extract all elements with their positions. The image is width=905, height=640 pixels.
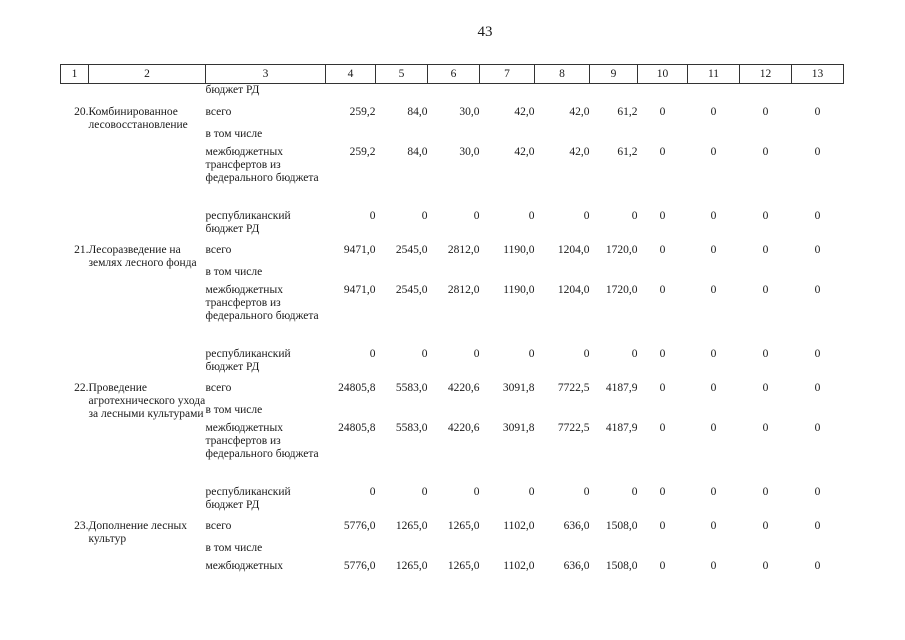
value-cell: 0 [710, 283, 717, 296]
source-label: бюджет РД [205, 84, 260, 96]
value-cell: 0 [631, 347, 638, 360]
source-label: межбюджетных трансфертов из федерального бюджета [205, 421, 319, 460]
value-cell: 0 [710, 209, 717, 222]
value-cell: 1102,0 [503, 519, 535, 532]
value-cell: 0 [659, 243, 666, 256]
value-cell: 0 [814, 145, 821, 158]
value-cell: 0 [762, 145, 769, 158]
value-cell: 0 [659, 559, 666, 572]
item-name: Лесоразведение на землях лесного фонда [88, 243, 197, 269]
value-cell: 0 [710, 243, 717, 256]
header-cell: 4 [326, 65, 376, 84]
value-cell: 5583,0 [395, 421, 428, 434]
value-cell: 0 [421, 347, 428, 360]
source-label: всего [205, 243, 232, 256]
value-cell: 24805,8 [338, 381, 376, 394]
value-cell: 0 [710, 421, 717, 434]
value-cell: 0 [659, 283, 666, 296]
value-cell: 30,0 [459, 145, 480, 158]
value-cell: 0 [814, 519, 821, 532]
source-label: в том числе [205, 265, 263, 278]
header-cell: 2 [89, 65, 206, 84]
value-cell: 0 [814, 381, 821, 394]
table-row [61, 84, 844, 106]
item-name: Дополнение лесных культур [88, 519, 187, 545]
value-cell: 0 [710, 559, 717, 572]
value-cell: 0 [528, 485, 535, 498]
value-cell: 42,0 [514, 105, 535, 118]
header-cell: 7 [480, 65, 535, 84]
table-row [61, 520, 844, 542]
value-cell: 0 [710, 347, 717, 360]
value-cell: 1265,0 [395, 519, 428, 532]
source-label: межбюджетных трансфертов из федерального бюджета [205, 283, 319, 322]
value-cell: 1720,0 [605, 243, 638, 256]
budget-table [60, 64, 844, 582]
source-label: республиканский бюджет РД [205, 209, 291, 235]
value-cell: 1720,0 [605, 283, 638, 296]
value-cell: 1204,0 [557, 243, 590, 256]
source-label: всего [205, 381, 232, 394]
item-index: 22. [74, 381, 89, 394]
value-cell: 0 [762, 243, 769, 256]
value-cell: 0 [814, 421, 821, 434]
value-cell: 5583,0 [395, 381, 428, 394]
source-label: межбюджетных трансфертов из федерального бюджета [205, 145, 319, 184]
value-cell: 0 [583, 209, 590, 222]
value-cell: 0 [814, 559, 821, 572]
value-cell: 1102,0 [503, 559, 535, 572]
header-cell: 6 [428, 65, 480, 84]
value-cell: 0 [814, 243, 821, 256]
value-cell: 0 [710, 145, 717, 158]
value-cell: 0 [762, 209, 769, 222]
value-cell: 0 [659, 421, 666, 434]
value-cell: 0 [473, 347, 480, 360]
value-cell: 4187,9 [605, 421, 638, 434]
header-cell: 8 [535, 65, 590, 84]
value-cell: 0 [814, 105, 821, 118]
header-row [61, 65, 844, 84]
source-label: республиканский бюджет РД [205, 347, 291, 373]
value-cell: 4220,6 [447, 421, 480, 434]
header-cell: 5 [376, 65, 428, 84]
source-label: республиканский бюджет РД [205, 485, 291, 511]
value-cell: 0 [762, 421, 769, 434]
value-cell: 0 [659, 347, 666, 360]
value-cell: 0 [369, 209, 376, 222]
value-cell: 0 [710, 105, 717, 118]
header-cell: 9 [590, 65, 638, 84]
value-cell: 0 [762, 381, 769, 394]
value-cell: 0 [369, 485, 376, 498]
header-cell: 1 [61, 65, 89, 84]
value-cell: 3091,8 [502, 381, 535, 394]
value-cell: 0 [659, 519, 666, 532]
value-cell: 4187,9 [605, 381, 638, 394]
value-cell: 0 [583, 347, 590, 360]
value-cell: 0 [814, 283, 821, 296]
item-index: 21. [74, 243, 89, 256]
value-cell: 42,0 [569, 145, 590, 158]
value-cell: 1508,0 [605, 559, 638, 572]
value-cell: 0 [814, 347, 821, 360]
item-index: 23. [74, 519, 89, 532]
value-cell: 0 [659, 209, 666, 222]
value-cell: 0 [421, 209, 428, 222]
value-cell: 0 [583, 485, 590, 498]
value-cell: 9471,0 [343, 283, 376, 296]
value-cell: 0 [762, 519, 769, 532]
value-cell: 7722,5 [557, 421, 590, 434]
item-name: Комбинированное лесовосстановление [88, 105, 188, 131]
value-cell: 4220,6 [447, 381, 480, 394]
value-cell: 84,0 [407, 105, 428, 118]
value-cell: 0 [659, 485, 666, 498]
value-cell: 0 [710, 381, 717, 394]
value-cell: 0 [762, 485, 769, 498]
value-cell: 0 [659, 145, 666, 158]
value-cell: 9471,0 [343, 243, 376, 256]
value-cell: 3091,8 [502, 421, 535, 434]
value-cell: 0 [762, 105, 769, 118]
header-cell: 13 [792, 65, 844, 84]
value-cell: 1265,0 [395, 559, 428, 572]
value-cell: 5776,0 [343, 559, 376, 572]
value-cell: 24805,8 [338, 421, 376, 434]
value-cell: 5776,0 [343, 519, 376, 532]
value-cell: 636,0 [563, 559, 590, 572]
value-cell: 0 [710, 519, 717, 532]
source-label: всего [205, 105, 232, 118]
value-cell: 2812,0 [447, 243, 480, 256]
value-cell: 7722,5 [557, 381, 590, 394]
value-cell: 0 [762, 559, 769, 572]
value-cell: 42,0 [569, 105, 590, 118]
value-cell: 259,2 [349, 145, 376, 158]
value-cell: 30,0 [459, 105, 480, 118]
value-cell: 0 [659, 105, 666, 118]
source-label: в том числе [205, 541, 263, 554]
value-cell: 2812,0 [447, 283, 480, 296]
header-cell: 11 [688, 65, 740, 84]
table-row [61, 382, 844, 404]
value-cell: 0 [421, 485, 428, 498]
value-cell: 0 [528, 209, 535, 222]
value-cell: 1265,0 [447, 519, 480, 532]
value-cell: 0 [814, 209, 821, 222]
table-body [61, 84, 844, 582]
value-cell: 1204,0 [557, 283, 590, 296]
value-cell: 0 [814, 485, 821, 498]
value-cell: 1508,0 [605, 519, 638, 532]
source-label: в том числе [205, 403, 263, 416]
value-cell: 84,0 [407, 145, 428, 158]
value-cell: 2545,0 [395, 243, 428, 256]
value-cell: 1190,0 [503, 283, 535, 296]
value-cell: 0 [631, 485, 638, 498]
value-cell: 2545,0 [395, 283, 428, 296]
value-cell: 0 [473, 485, 480, 498]
table-row [61, 106, 844, 128]
header-cell: 10 [638, 65, 688, 84]
value-cell: 42,0 [514, 145, 535, 158]
source-label: всего [205, 519, 232, 532]
source-label: межбюджетных [205, 559, 283, 572]
value-cell: 0 [762, 283, 769, 296]
value-cell: 0 [710, 485, 717, 498]
value-cell: 0 [631, 209, 638, 222]
value-cell: 0 [473, 209, 480, 222]
value-cell: 61,2 [617, 145, 638, 158]
item-name: Проведение агротехнического ухода за лесными культурами [88, 381, 206, 420]
value-cell: 0 [528, 347, 535, 360]
header-cell: 3 [206, 65, 326, 84]
value-cell: 0 [762, 347, 769, 360]
value-cell: 636,0 [563, 519, 590, 532]
value-cell: 259,2 [349, 105, 376, 118]
header-cell: 12 [740, 65, 792, 84]
value-cell: 0 [659, 381, 666, 394]
item-index: 20. [74, 105, 89, 118]
table-row [61, 244, 844, 266]
source-label: в том числе [205, 127, 263, 140]
value-cell: 1190,0 [503, 243, 535, 256]
value-cell: 0 [369, 347, 376, 360]
value-cell: 1265,0 [447, 559, 480, 572]
value-cell: 61,2 [617, 105, 638, 118]
page-number: 43 [477, 24, 493, 40]
